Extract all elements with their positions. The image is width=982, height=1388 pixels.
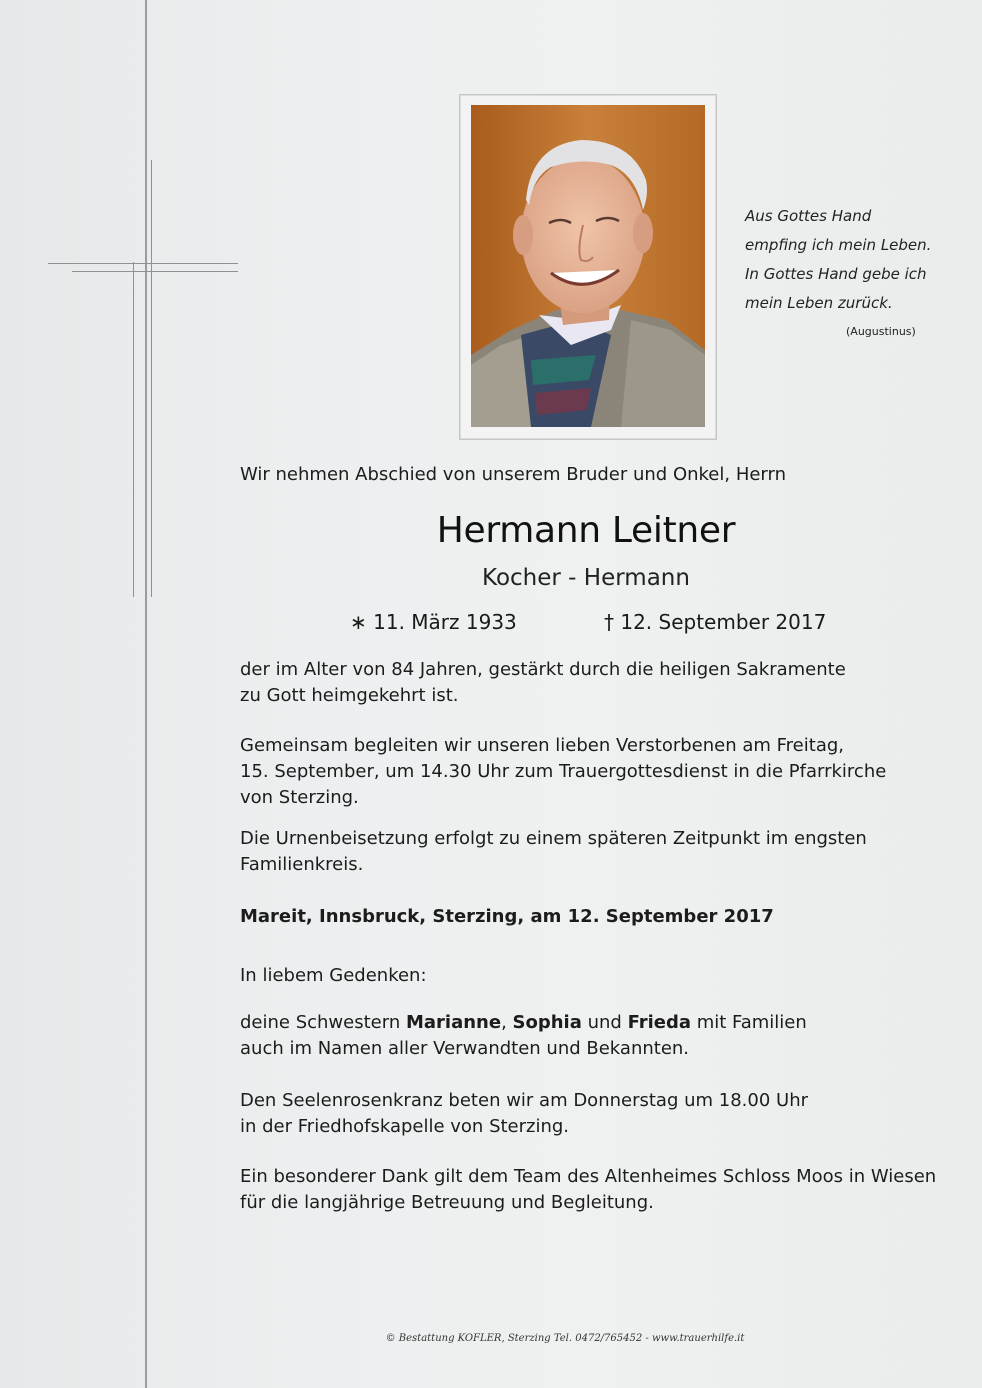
cross-horizontal-line-lower bbox=[72, 271, 238, 272]
text-line: Die Urnenbeisetzung erfolgt zu einem späteren Zeitpunkt im engsten bbox=[240, 828, 867, 849]
text-line: zu Gott heimgekehrt ist. bbox=[240, 685, 459, 706]
quote-block bbox=[745, 202, 945, 318]
intro-text: Wir nehmen Abschied von unserem Bruder und Onkel, Herrn bbox=[240, 464, 787, 485]
text-line: von Sterzing. bbox=[240, 787, 359, 808]
text-span: mit Familien bbox=[691, 1012, 807, 1033]
text-line: Familienkreis. bbox=[240, 854, 364, 875]
footer-imprint: © Bestattung KOFLER, Sterzing Tel. 0472/765452 - www.trauerhilfe.it bbox=[385, 1333, 745, 1344]
text-line: Ein besonderer Dank gilt dem Team des Altenheimes Schloss Moos in Wiesen bbox=[240, 1166, 937, 1187]
family-paragraph bbox=[240, 1010, 807, 1062]
portrait-photo bbox=[471, 105, 705, 427]
deceased-name: Hermann Leitner bbox=[436, 510, 736, 551]
text-line: der im Alter von 84 Jahren, gestärkt durch die heiligen Sakramente bbox=[240, 659, 846, 680]
cross-horizontal-line bbox=[48, 263, 238, 264]
rosary-paragraph bbox=[240, 1088, 808, 1140]
text-line: für die langjährige Betreuung und Begleitung. bbox=[240, 1192, 654, 1213]
age-paragraph bbox=[240, 657, 846, 709]
quote-line: mein Leben zurück. bbox=[745, 294, 893, 312]
text-line: Den Seelenrosenkranz beten wir am Donnerstag um 18.00 Uhr bbox=[240, 1090, 809, 1111]
sister-name: Marianne bbox=[405, 1012, 502, 1033]
sister-name: Frieda bbox=[627, 1012, 691, 1033]
memory-heading: In liebem Gedenken: bbox=[240, 965, 427, 986]
portrait-frame bbox=[459, 94, 717, 440]
sister-name: Sophia bbox=[512, 1012, 582, 1033]
text-line: Gemeinsam begleiten wir unseren lieben Verstorbenen am Freitag, bbox=[240, 735, 844, 756]
text-span: deine Schwestern bbox=[240, 1012, 406, 1033]
text-line: 15. September, um 14.30 Uhr zum Trauergottesdienst in die Pfarrkirche bbox=[240, 761, 887, 782]
place-date: Mareit, Innsbruck, Sterzing, am 12. September 2017 bbox=[240, 906, 774, 927]
page-border-line bbox=[145, 0, 147, 1388]
text-line: in der Friedhofskapelle von Sterzing. bbox=[240, 1116, 570, 1137]
nickname: Kocher - Hermann bbox=[482, 565, 690, 591]
quote-source: (Augustinus) bbox=[846, 325, 916, 338]
service-paragraph bbox=[240, 733, 886, 811]
family-line bbox=[240, 1010, 807, 1036]
quote-line: Aus Gottes Hand bbox=[745, 207, 872, 225]
burial-paragraph bbox=[240, 826, 867, 878]
text-span: und bbox=[581, 1012, 628, 1033]
text-span: , bbox=[501, 1012, 513, 1033]
quote-line: In Gottes Hand gebe ich bbox=[745, 265, 927, 283]
birth-date: ∗ 11. März 1933 bbox=[350, 610, 517, 634]
text-line: auch im Namen aller Verwandten und Bekannten. bbox=[240, 1038, 690, 1059]
thanks-paragraph bbox=[240, 1164, 936, 1216]
death-date: † 12. September 2017 bbox=[604, 610, 827, 634]
quote-line: empfing ich mein Leben. bbox=[745, 236, 932, 254]
